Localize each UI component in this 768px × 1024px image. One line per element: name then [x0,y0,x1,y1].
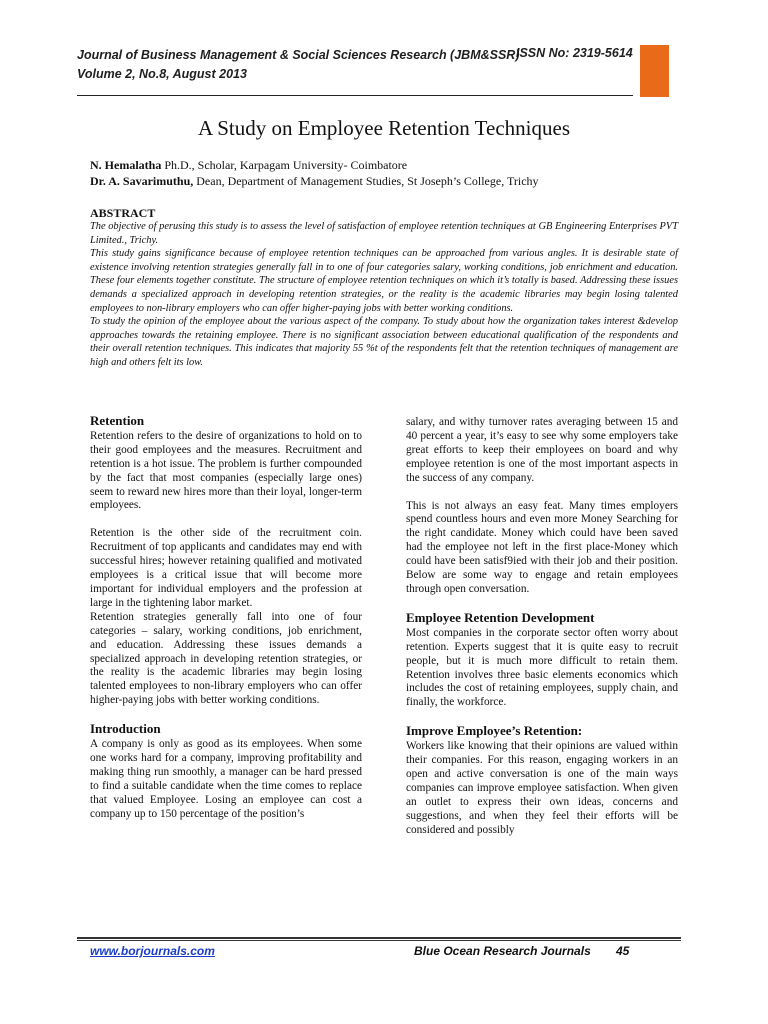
journal-name: Journal of Business Management & Social Sciences Research (JBM&SSR) [77,48,520,62]
author-2-affiliation: Dean, Department of Management Studies, St Joseph’s College, Trichy [196,174,539,188]
issn-number: ISSN No: 2319-5614 [516,46,633,60]
body-paragraph: This is not always an easy feat. Many times employers spend countless hours and even more Money Searching for the right candidate. Money which could have been saved had the employee not left in the first place-Money which could have been satisf9ied with their job and their position. Below are some way to engage and retain employees through open conversation. [406,499,678,595]
author-1-name: N. Hemalatha [90,158,162,172]
publisher-name: Blue Ocean Research Journals [414,944,591,958]
body-paragraph: salary, and withy turnover rates averaging between 15 and 40 percent a year, it’s easy to see why some employers take great efforts to keep their employees on board and why employee retention is one of the most important aspects in the success of any company. [406,416,678,484]
body-paragraph: Retention is the other side of the recruitment coin. Recruitment of top applicants and candidates may end with successful hires; however retaining qualified and motivated employees is a critical issue that will become more important for individual employers and the profession at large in the tightening labor market. [90,527,362,609]
journal-website-link[interactable]: www.borjournals.com [90,944,215,958]
abstract-body [90,220,678,370]
journal-accent-block [640,45,669,97]
paper-title: A Study on Employee Retention Techniques [197,116,570,140]
body-paragraph: Workers like knowing that their opinions are valued within their companies. For this reason, engaging workers in an open and active conversation is one of the main ways companies can improve employee satisfaction. When given an outlet to express their own ideas, concerns and suggestions, and when they feel their efforts will be considered and possibly [406,740,678,836]
section-heading-retention: Retention [90,413,145,428]
page-number: 45 [616,944,630,958]
author-2 [90,174,539,189]
author-2-name: Dr. A. Savarimuthu, [90,174,194,188]
body-paragraph: Retention refers to the desire of organizations to hold on to their good employees and the measures. Recruitment and retention is a hot issue. The problem is further compounded by the fact that most companies (especially large ones) seem to reward new hires more than their loyal, longer-term employees. [90,429,362,512]
section-heading-improve: Improve Employee’s Retention: [406,723,583,739]
section-heading-development: Employee Retention Development [406,609,595,625]
right-column [406,416,678,837]
footer-divider [77,937,681,939]
body-paragraph: Retention strategies generally fall into one of four categories – salary, working conditions, job enrichment, and education. Addressing these issues demands a specialized approach in developing retention strategies, or the reality is the academic libraries may begin losing talented employees to non-library employers who can offer higher-paying jobs with better working conditions. [90,610,362,707]
body-paragraph: Most companies in the corporate sector often worry about retention. Experts suggest that it is quite easy to recruit people, but it is much more difficult to retain them. Retention involves three basic elements economics which includes the cost of retaining employees, supply chain, and finally, the workforce. [406,626,678,709]
author-1 [90,158,407,173]
abstract-heading: ABSTRACT [90,206,156,220]
abstract-paragraph: This study gains significance because of employee retention techniques can be approached from various angles. It is desirable state of existence involving retention strategies generally fall in to one of four categories salary, working conditions, job enrichment and education. These four elements together constitute. The structure of employee retention techniques on which it’s totally is based. Addressing these issues demands a specialized approach in developing retention strategies, or the reality is the academic libraries may begin losing talented employees to non-library employers who can offer higher-paying jobs with better working conditions. [90,248,678,314]
abstract-paragraph: The objective of perusing this study is to assess the level of satisfaction of employee retention techniques at GB Engineering Enterprises PVT Limited., Trichy. [90,221,678,246]
abstract-paragraph: To study the opinion of the employee about the various aspect of the company. To study about how the organization takes interest &develop approaches towards the retaining employee. There is no significant association between educational qualification of the respondents and their overall retention techniques. This indicates that majority 55 %t of the respondents felt that the retention techniques of management are high and others felt its low. [90,316,678,368]
journal-volume: Volume 2, No.8, August 2013 [77,67,247,81]
left-column [90,414,362,821]
section-heading-introduction: Introduction [90,721,161,737]
footer-divider-thin [77,940,681,941]
author-1-affiliation: Ph.D., Scholar, Karpagam University- Coimbatore [164,158,408,172]
header-divider [77,95,633,96]
body-paragraph: A company is only as good as its employees. When some one works hard for a company, improving profitability and making thing run smoothly, a manager can be hard pressed to find a suitable candidate when the time comes to replace that valued Employee. Losing an employee can cost a company up to 150 percentage of the position’s [90,738,362,820]
